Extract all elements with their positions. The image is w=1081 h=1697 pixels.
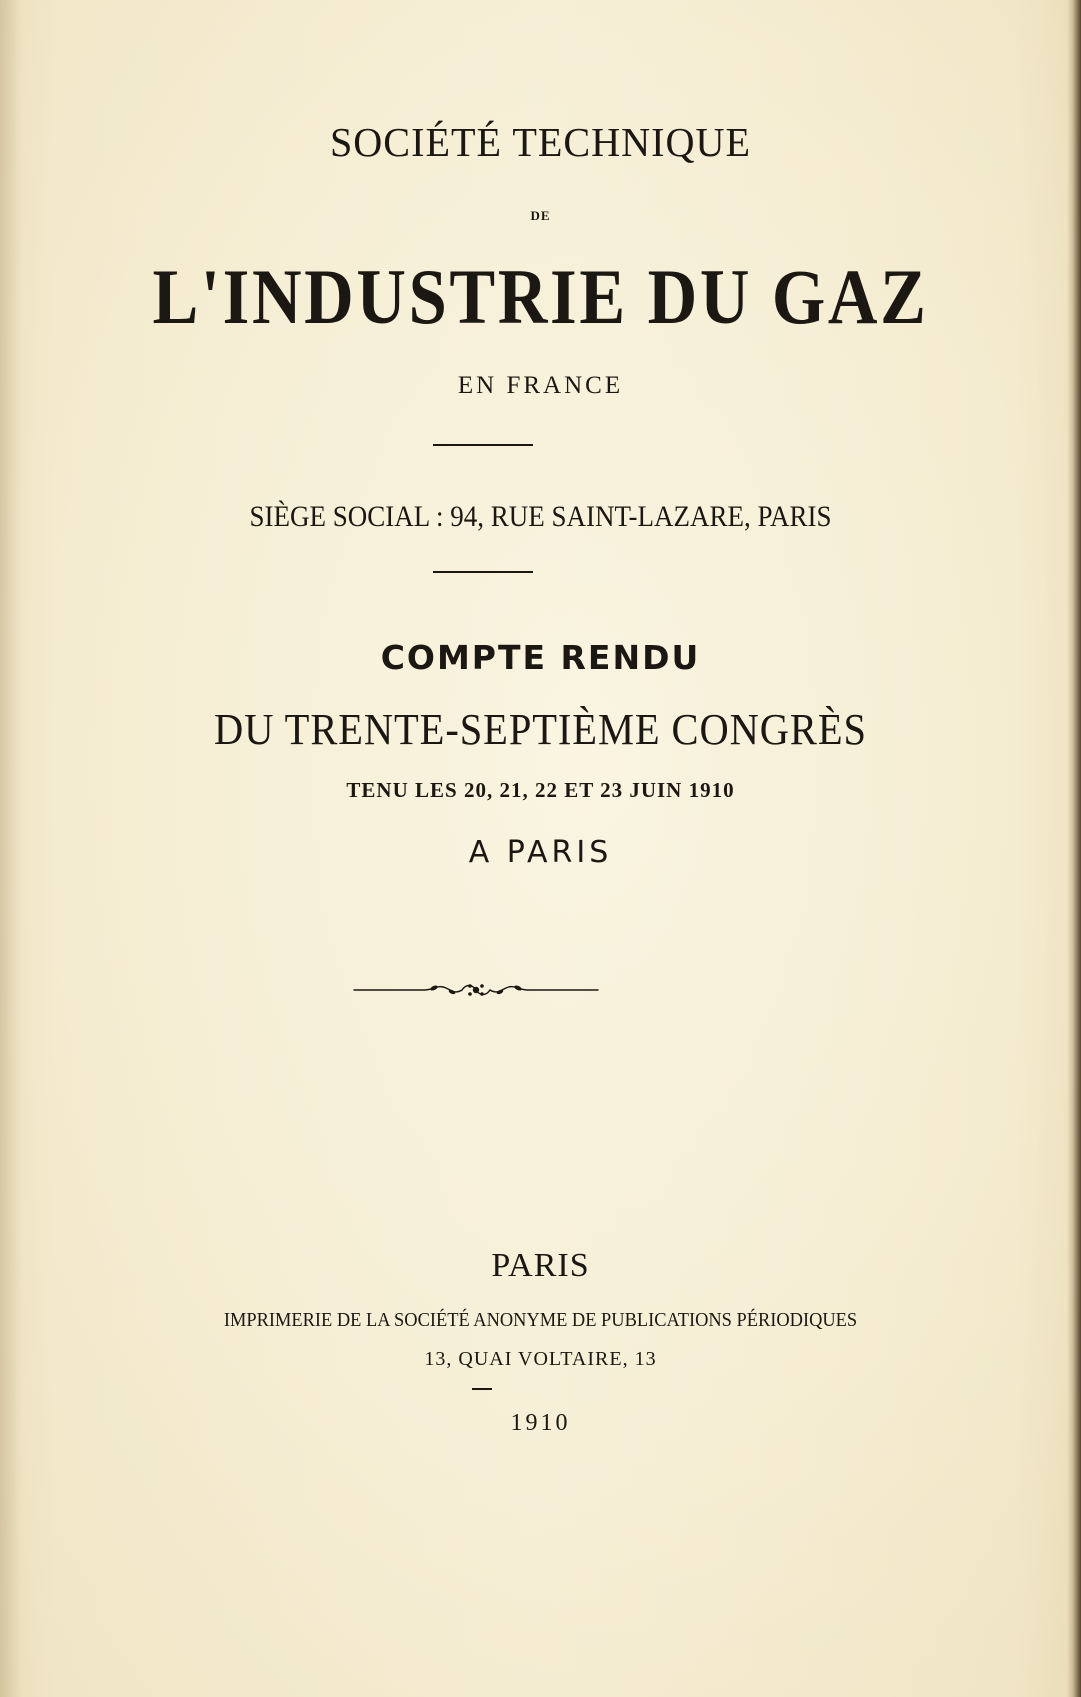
- divider-rule-1: [433, 444, 533, 446]
- imprint-address: 13, QUAI VOLTAIRE, 13: [424, 1348, 657, 1370]
- dates-line: TENU LES 20, 21, 22 ET 23 JUIN 1910: [346, 778, 735, 802]
- imprint-dash: [472, 1388, 492, 1390]
- imprint-printer: IMPRIMERIE DE LA SOCIÉTÉ ANONYME DE PUBLICATIONS PÉRIODIQUES: [223, 1309, 858, 1331]
- industry-title: L'INDUSTRIE DU GAZ: [152, 253, 929, 340]
- society-line: SOCIÉTÉ TECHNIQUE: [329, 119, 752, 165]
- imprint-city: PARIS: [491, 1247, 590, 1284]
- congress-line: DU TRENTE-SEPTIÈME CONGRÈS: [214, 705, 867, 754]
- location-line: A PARIS: [468, 835, 613, 870]
- country-line: EN FRANCE: [457, 372, 624, 399]
- divider-rule-2: [433, 571, 533, 573]
- de-line: DE: [530, 208, 551, 223]
- imprint-year: 1910: [510, 1410, 571, 1436]
- report-heading: COMPTE RENDU: [380, 638, 701, 677]
- address-line: SIÈGE SOCIAL : 94, RUE SAINT-LAZARE, PARIS: [249, 500, 832, 533]
- floral-ornament-icon: [352, 978, 600, 1002]
